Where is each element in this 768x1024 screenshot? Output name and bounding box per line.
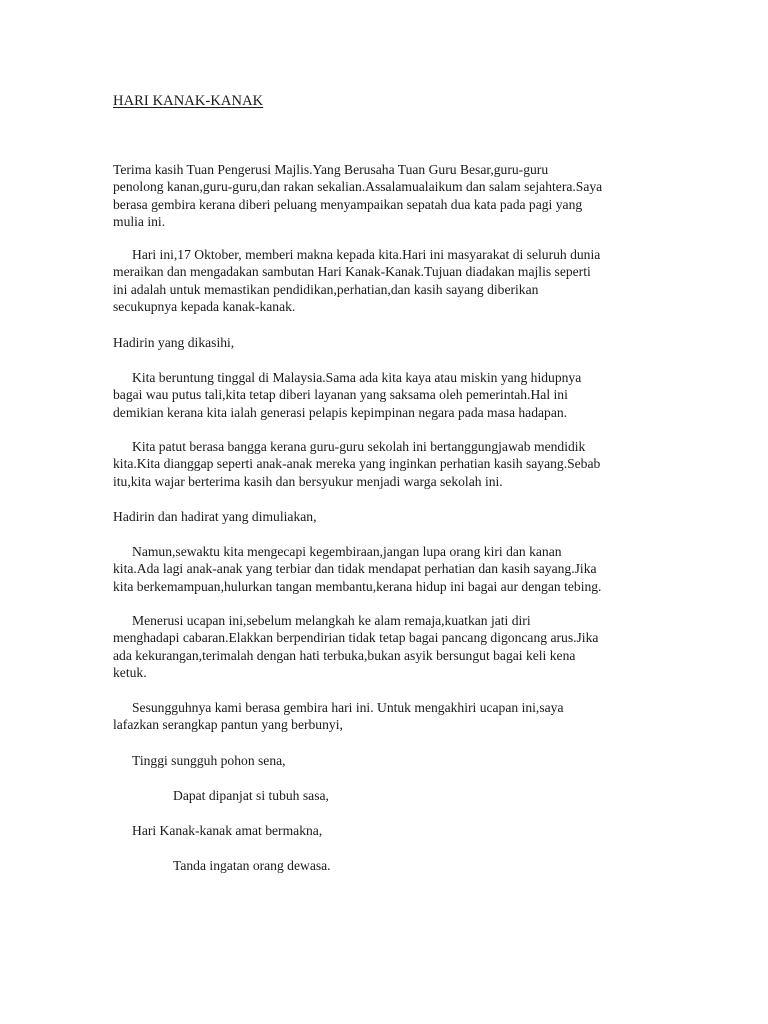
text-line: kita berkemampuan,hulurkan tangan membantu,kerana hidup ini bagai aur dengan tebing. <box>113 578 602 594</box>
paragraph-kita-beruntung <box>113 369 658 421</box>
paragraph-menerusi <box>113 612 658 681</box>
text-line: mulia ini. <box>113 213 166 229</box>
pantun-line-2: Dapat dipanjat si tubuh sasa, <box>173 788 329 803</box>
text-line: Hadirin yang dikasihi, <box>113 335 235 350</box>
paragraph-hadirin-dikasihi <box>113 334 658 351</box>
text-line: kita.Ada lagi anak-anak yang terbiar dan tidak mendapat perhatian dan kasih sayang.Jika <box>113 561 597 577</box>
text-line: Namun,sewaktu kita mengecapi kegembiraan,jangan lupa orang kiri dan kanan <box>132 544 562 559</box>
document-title: HARI KANAK-KANAK <box>113 93 264 109</box>
text-line: ini adalah untuk memastikan pendidikan,perhatian,dan kasih sayang diberikan <box>113 281 539 297</box>
text-line: itu,kita wajar berterima kasih dan bersyukur menjadi warga sekolah ini. <box>113 473 503 489</box>
text-line: demikian kerana kita ialah generasi pelapis kepimpinan negara pada masa hadapan. <box>113 404 568 420</box>
paragraph-greeting <box>113 161 658 230</box>
text-line: Terima kasih Tuan Pengerusi Majlis.Yang Berusaha Tuan Guru Besar,guru-guru <box>113 162 549 177</box>
text-line: meraikan dan mengadakan sambutan Hari Kanak-Kanak.Tujuan diadakan majlis seperti <box>113 264 591 280</box>
text-line: Menerusi ucapan ini,sebelum melangkah ke alam remaja,kuatkan jati diri <box>132 613 531 628</box>
pantun-line-1: Tinggi sungguh pohon sena, <box>132 753 286 768</box>
text-line: Hadirin dan hadirat yang dimuliakan, <box>113 509 317 524</box>
paragraph-namun <box>113 543 658 595</box>
text-line: Kita beruntung tinggal di Malaysia.Sama ada kita kaya atau miskin yang hidupnya <box>132 370 582 385</box>
paragraph-kita-patut <box>113 438 658 490</box>
text-line: berasa gembira kerana diberi peluang menyampaikan sepatah dua kata pada pagi yang <box>113 196 583 212</box>
paragraph-sesungguhnya <box>113 699 658 734</box>
text-line: bagai wau putus tali,kita tetap diberi layanan yang saksama oleh pemerintah.Hal ini <box>113 387 568 403</box>
pantun-line-3: Hari Kanak-kanak amat bermakna, <box>132 823 323 838</box>
text-line: menghadapi cabaran.Elakkan berpendirian tidak tetap bagai pancang digoncang arus.Jika <box>113 630 599 646</box>
text-line: kita.Kita dianggap seperti anak-anak mereka yang inginkan perhatian kasih sayang.Sebab <box>113 456 601 472</box>
paragraph-hadirin-hadirat <box>113 508 658 525</box>
text-line: ada kekurangan,terimalah dengan hati terbuka,bukan asyik bersungut bagai keli kena <box>113 647 576 663</box>
text-line: Sesungguhnya kami berasa gembira hari ini. Untuk mengakhiri ucapan ini,saya <box>132 700 564 715</box>
text-line: ketuk. <box>113 664 147 680</box>
text-line: penolong kanan,guru-guru,dan rakan sekalian.Assalamualaikum dan salam sejahtera.Saya <box>113 179 603 195</box>
paragraph-hari-ini <box>113 246 658 315</box>
text-line: lafazkan serangkap pantun yang berbunyi, <box>113 717 343 733</box>
pantun-line-4: Tanda ingatan orang dewasa. <box>173 858 331 873</box>
text-line: secukupnya kepada kanak-kanak. <box>113 298 296 314</box>
text-line: Kita patut berasa bangga kerana guru-guru sekolah ini bertanggungjawab mendidik <box>132 439 586 454</box>
text-line: Hari ini,17 Oktober, memberi makna kepada kita.Hari ini masyarakat di seluruh dunia <box>132 247 601 262</box>
